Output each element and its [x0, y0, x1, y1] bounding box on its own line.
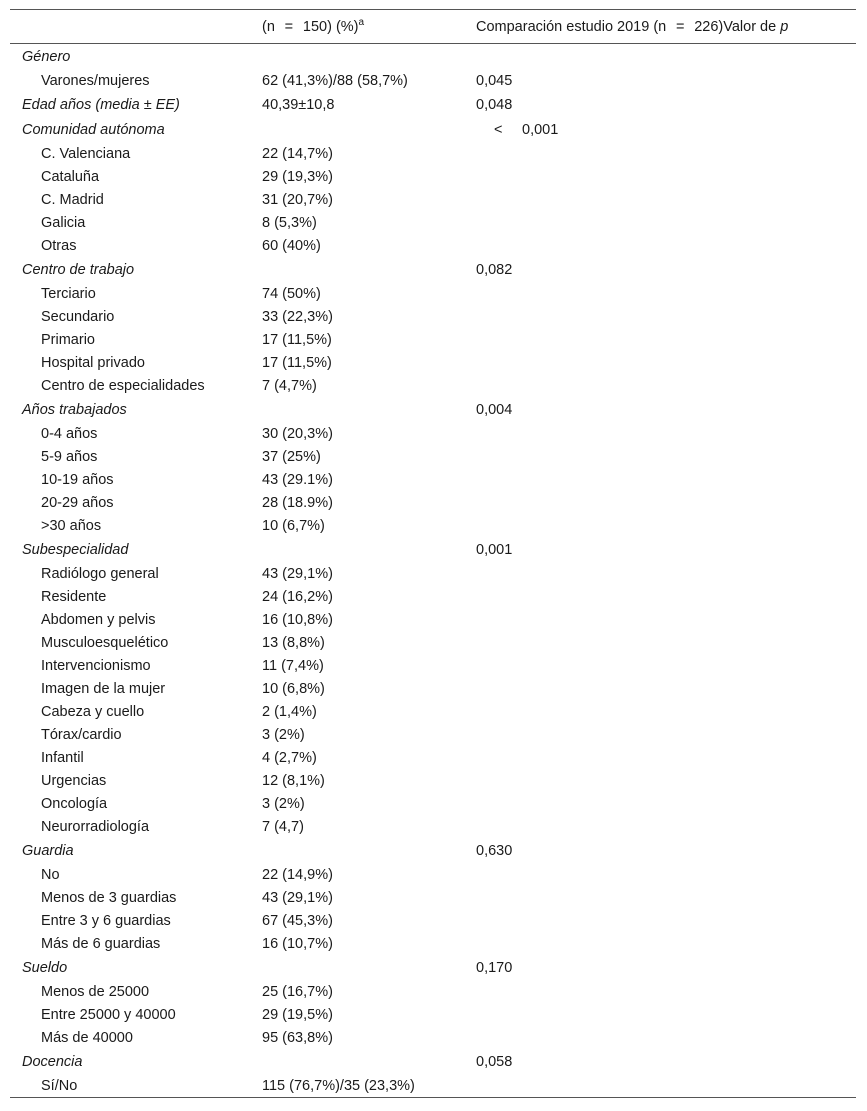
header-n-value: 150) (%) [302, 18, 359, 35]
row-value-cell: 17 (11,5%) [262, 354, 332, 371]
row-label-cell [10, 1026, 252, 1049]
header-n-label: (n [262, 18, 275, 35]
demographics-table-container [10, 9, 856, 1098]
p-value: 0,048 [476, 96, 513, 113]
row-label-cell [10, 980, 252, 1003]
row-p-value-cell [466, 69, 856, 92]
row-value-cell: 24 (16,2%) [262, 588, 333, 605]
row-label-cell [10, 792, 252, 815]
row-value-cell: 7 (4,7) [262, 818, 304, 835]
row-label-cell [10, 909, 252, 932]
row-value-cell [252, 838, 466, 863]
row-label-cell [10, 562, 252, 585]
subcategory-label: 10-19 años [41, 471, 114, 488]
table-row [10, 1003, 856, 1026]
row-label-cell [10, 700, 252, 723]
row-p-value-cell [466, 700, 856, 723]
subcategory-label: 5-9 años [41, 448, 98, 465]
row-value-cell [252, 117, 466, 142]
row-value-cell: 115 (76,7%)/35 (23,3%) [252, 1074, 466, 1098]
header-row [10, 10, 856, 44]
table-row [10, 445, 856, 468]
subcategory-label: Infantil [41, 749, 84, 766]
row-value-cell: 25 (16,7%) [262, 983, 333, 1000]
p-value: 0,045 [476, 72, 513, 89]
row-label-cell [10, 282, 252, 305]
row-label-cell [10, 1074, 252, 1098]
table-body [10, 44, 856, 1098]
table-row [10, 165, 856, 188]
row-value-cell: 22 (14,9%) [262, 866, 333, 883]
table-row [10, 815, 856, 838]
row-label-cell [10, 746, 252, 769]
row-value-cell: 12 (8,1%) [262, 772, 325, 789]
category-row [10, 92, 856, 117]
subcategory-label: Secundario [41, 308, 115, 325]
row-label-cell [10, 445, 252, 468]
subcategory-label: Musculoesquelético [41, 634, 169, 651]
row-value-cell [252, 1049, 466, 1074]
table-row [10, 1026, 856, 1049]
table-row [10, 980, 856, 1003]
row-label-cell [10, 863, 252, 886]
row-label-cell [10, 932, 252, 955]
subcategory-label: Sí/No [41, 1077, 78, 1094]
subcategory-label: Cataluña [41, 168, 100, 185]
p-value: 0,082 [476, 261, 513, 278]
row-label-cell [10, 422, 252, 445]
category-row [10, 1049, 856, 1074]
row-label-cell [10, 69, 252, 92]
row-value-cell: 95 (63,8%) [262, 1029, 333, 1046]
row-value-cell: 13 (8,8%) [262, 634, 325, 651]
subcategory-label: >30 años [41, 517, 102, 534]
row-p-value-cell [466, 792, 856, 815]
category-label: Guardia [22, 842, 74, 859]
row-p-value-cell [466, 1026, 856, 1049]
subcategory-label: Entre 3 y 6 guardias [41, 912, 171, 929]
table-row [10, 305, 856, 328]
category-row [10, 44, 856, 70]
subcategory-label: Entre 25000 y 40000 [41, 1006, 176, 1023]
table-row [10, 234, 856, 257]
row-value-cell: 43 (29,1%) [262, 565, 333, 582]
row-label-cell [10, 537, 252, 562]
p-value-less-than [476, 122, 558, 138]
row-p-value-cell [466, 1003, 856, 1026]
row-label-cell [10, 468, 252, 491]
subcategory-label: Tórax/cardio [41, 726, 122, 743]
row-p-value-cell [466, 351, 856, 374]
row-p-value-cell [466, 142, 856, 165]
table-row [10, 792, 856, 815]
row-p-value-cell [466, 282, 856, 305]
subcategory-label: No [41, 866, 60, 883]
row-p-value-cell [466, 234, 856, 257]
row-label-cell [10, 654, 252, 677]
row-label-cell [10, 188, 252, 211]
header-comparison-label: Comparación estudio 2019 (n [476, 18, 667, 35]
row-value-cell: 3 (2%) [262, 726, 305, 743]
row-label-cell [10, 211, 252, 234]
table-row [10, 69, 856, 92]
table-row [10, 142, 856, 165]
row-p-value-cell [466, 955, 856, 980]
header-comparison-rest: 226)Valor de [694, 18, 781, 35]
subcategory-label: Menos de 3 guardias [41, 889, 177, 906]
row-label-cell [10, 723, 252, 746]
row-p-value-cell [466, 211, 856, 234]
p-value: 0,001 [522, 121, 559, 138]
table-row [10, 746, 856, 769]
table-row [10, 514, 856, 537]
row-label-cell [10, 351, 252, 374]
header-col-comparison [466, 10, 856, 44]
row-value-cell: 2 (1,4%) [262, 703, 317, 720]
row-p-value-cell [466, 514, 856, 537]
row-value-cell [252, 397, 466, 422]
row-label-cell [10, 117, 252, 142]
table-row [10, 585, 856, 608]
row-label-cell [10, 305, 252, 328]
row-p-value-cell [466, 422, 856, 445]
table-row [10, 909, 856, 932]
table-row [10, 723, 856, 746]
row-value-cell: 43 (29.1%) [262, 471, 333, 488]
row-label-cell [10, 677, 252, 700]
table-row [10, 677, 856, 700]
row-value-cell: 74 (50%) [262, 285, 321, 302]
table-row [10, 188, 856, 211]
row-p-value-cell [466, 886, 856, 909]
category-label: Centro de trabajo [22, 261, 135, 278]
header-equals: = [284, 18, 294, 35]
row-p-value-cell [466, 1074, 856, 1098]
category-row [10, 838, 856, 863]
row-label-cell [10, 234, 252, 257]
category-row [10, 397, 856, 422]
row-label-cell [10, 374, 252, 397]
row-value-cell: 43 (29,1%) [262, 889, 333, 906]
row-p-value-cell [466, 257, 856, 282]
subcategory-label: Intervencionismo [41, 657, 151, 674]
subcategory-label: Terciario [41, 285, 96, 302]
table-header [10, 10, 856, 44]
row-p-value-cell [466, 980, 856, 1003]
table-row [10, 351, 856, 374]
row-p-value-cell [466, 654, 856, 677]
table-row [10, 328, 856, 351]
subcategory-label: Imagen de la mujer [41, 680, 166, 697]
row-label-cell [10, 92, 252, 117]
row-p-value-cell [466, 328, 856, 351]
row-label-cell [10, 142, 252, 165]
row-value-cell [252, 537, 466, 562]
table-row [10, 700, 856, 723]
row-p-value-cell [466, 677, 856, 700]
subcategory-label: Neurorradiología [41, 818, 150, 835]
category-label: Docencia [22, 1053, 83, 1070]
row-value-cell: 17 (11,5%) [262, 331, 332, 348]
header-comparison-equals: = [676, 18, 685, 35]
category-row [10, 955, 856, 980]
row-p-value-cell [466, 491, 856, 514]
row-value-cell: 8 (5,3%) [262, 214, 317, 231]
row-label-cell [10, 491, 252, 514]
row-value-cell: 33 (22,3%) [262, 308, 333, 325]
table-row [10, 468, 856, 491]
row-value-cell: 29 (19,5%) [262, 1006, 333, 1023]
row-p-value-cell [466, 562, 856, 585]
subcategory-label: Urgencias [41, 772, 107, 789]
row-value-cell: 10 (6,8%) [262, 680, 325, 697]
row-value-cell: 28 (18.9%) [262, 494, 333, 511]
category-label: Género [22, 48, 71, 65]
row-label-cell [10, 397, 252, 422]
table-row [10, 282, 856, 305]
subcategory-label: Más de 6 guardias [41, 935, 161, 952]
less-than-symbol: < [494, 121, 503, 138]
row-label-cell [10, 1049, 252, 1074]
subcategory-label: Otras [41, 237, 77, 254]
demographics-table [10, 9, 856, 1098]
row-p-value-cell [466, 909, 856, 932]
table-row [10, 769, 856, 792]
table-row [10, 1074, 856, 1098]
row-p-value-cell [466, 1049, 856, 1074]
row-value-cell [252, 44, 466, 70]
category-row [10, 117, 856, 142]
row-label-cell [10, 165, 252, 188]
table-row [10, 491, 856, 514]
row-label-cell [10, 631, 252, 654]
row-value-cell: 29 (19,3%) [262, 168, 333, 185]
row-label-cell [10, 838, 252, 863]
row-label-cell [10, 769, 252, 792]
table-row [10, 886, 856, 909]
row-p-value-cell [466, 631, 856, 654]
table-row [10, 422, 856, 445]
row-value-cell: 4 (2,7%) [262, 749, 317, 766]
category-label: Comunidad autónoma [22, 121, 165, 138]
subcategory-label: 0-4 años [41, 425, 98, 442]
row-label-cell [10, 886, 252, 909]
row-p-value-cell [466, 769, 856, 792]
row-p-value-cell [466, 585, 856, 608]
row-p-value-cell [466, 165, 856, 188]
category-row [10, 537, 856, 562]
subcategory-label: Abdomen y pelvis [41, 611, 156, 628]
row-label-cell [10, 585, 252, 608]
row-value-cell [252, 257, 466, 282]
row-label-cell [10, 815, 252, 838]
row-p-value-cell [466, 374, 856, 397]
p-value: 0,170 [476, 959, 513, 976]
row-value-cell: 3 (2%) [262, 795, 305, 812]
subcategory-label: Varones/mujeres [41, 72, 150, 89]
row-value-cell: 7 (4,7%) [262, 377, 317, 394]
row-p-value-cell [466, 608, 856, 631]
header-p-symbol: p [780, 18, 789, 35]
row-p-value-cell [466, 815, 856, 838]
row-value-cell: 40,39±10,8 [262, 96, 335, 113]
p-value: 0,630 [476, 842, 513, 859]
row-value-cell: 30 (20,3%) [262, 425, 333, 442]
row-p-value-cell [466, 537, 856, 562]
row-label-cell [10, 328, 252, 351]
row-label-cell [10, 257, 252, 282]
header-col-sample [252, 10, 466, 44]
subcategory-label: 20-29 años [41, 494, 114, 511]
row-p-value-cell [466, 723, 856, 746]
subcategory-label: Radiólogo general [41, 565, 159, 582]
row-label-cell [10, 514, 252, 537]
p-value: 0,058 [476, 1053, 513, 1070]
subcategory-label: C. Valenciana [41, 145, 131, 162]
subcategory-label: Más de 40000 [41, 1029, 133, 1046]
subcategory-label: Residente [41, 588, 107, 605]
row-p-value-cell [466, 397, 856, 422]
row-p-value-cell [466, 188, 856, 211]
row-value-cell: 16 (10,8%) [262, 611, 333, 628]
p-value: 0,004 [476, 401, 513, 418]
row-label-cell [10, 1003, 252, 1026]
subcategory-label: Menos de 25000 [41, 983, 150, 1000]
row-p-value-cell [466, 863, 856, 886]
table-row [10, 932, 856, 955]
table-row [10, 654, 856, 677]
subcategory-label: Centro de especialidades [41, 377, 205, 394]
row-value-cell: 37 (25%) [262, 448, 321, 465]
row-p-value-cell [466, 468, 856, 491]
row-p-value-cell [466, 746, 856, 769]
row-p-value-cell [466, 305, 856, 328]
category-label: Subespecialidad [22, 541, 129, 558]
table-row [10, 562, 856, 585]
table-row [10, 863, 856, 886]
row-value-cell: 16 (10,7%) [262, 935, 333, 952]
row-value-cell: 60 (40%) [262, 237, 321, 254]
row-p-value-cell [466, 932, 856, 955]
category-label: Edad años (media ± EE) [22, 96, 180, 113]
subcategory-label: Primario [41, 331, 95, 348]
row-p-value-cell [466, 445, 856, 468]
row-value-cell: 22 (14,7%) [262, 145, 333, 162]
p-value: 0,001 [476, 541, 513, 558]
header-col-variable [10, 10, 252, 44]
category-row [10, 257, 856, 282]
row-p-value-cell [466, 838, 856, 863]
row-value-cell: 62 (41,3%)/88 (58,7%) [262, 72, 408, 89]
subcategory-label: Galicia [41, 214, 86, 231]
row-value-cell: 10 (6,7%) [262, 517, 325, 534]
table-row [10, 631, 856, 654]
subcategory-label: C. Madrid [41, 191, 104, 208]
subcategory-label: Oncología [41, 795, 108, 812]
row-value-cell: 31 (20,7%) [262, 191, 333, 208]
row-label-cell [10, 44, 252, 70]
row-p-value-cell [466, 117, 856, 142]
row-value-cell: 67 (45,3%) [262, 912, 333, 929]
row-value-cell: 11 (7,4%) [262, 657, 324, 674]
subcategory-label: Hospital privado [41, 354, 145, 371]
table-row [10, 211, 856, 234]
row-label-cell [10, 955, 252, 980]
row-p-value-cell [466, 92, 856, 117]
table-row [10, 374, 856, 397]
header-footnote-marker: a [358, 16, 365, 28]
table-row [10, 608, 856, 631]
category-label: Sueldo [22, 959, 68, 976]
subcategory-label: Cabeza y cuello [41, 703, 145, 720]
category-label: Años trabajados [22, 401, 127, 418]
row-p-value-cell [466, 44, 856, 70]
row-label-cell [10, 608, 252, 631]
row-value-cell [252, 955, 466, 980]
